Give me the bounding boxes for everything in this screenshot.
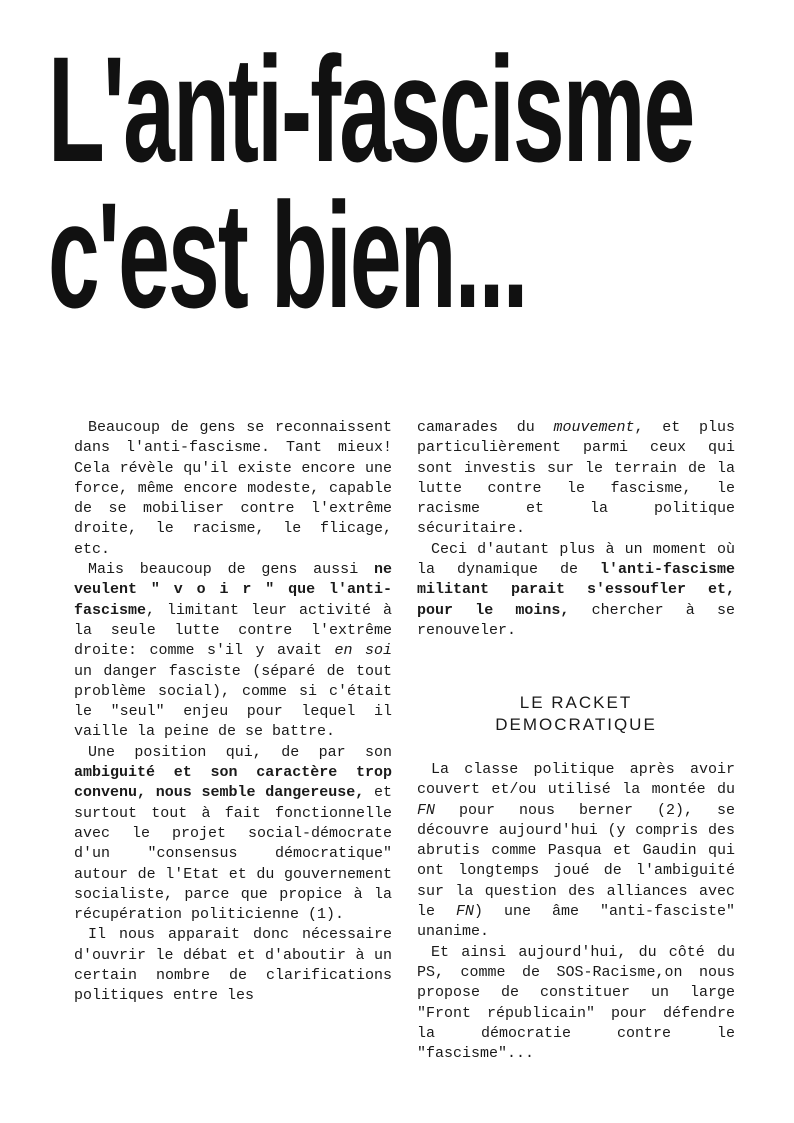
- section-title-line-2: DEMOCRATIQUE: [495, 715, 657, 734]
- section-title-line-1: LE RACKET: [519, 693, 633, 712]
- text-run: chercher à se renouveler.: [417, 601, 735, 639]
- paragraph: [417, 540, 735, 641]
- text-run: et surtout tout à fait fonctionnelle avec le projet social-démocrate d'un "consensus démocratique" autour de l'Etat et du gouvernement socialiste, parce que propice à la récupération politicienne (1).: [74, 784, 392, 924]
- text-run: Une position qui, de par son: [88, 743, 392, 761]
- text-run: pour nous berner (2), se découvre aujourd'hui (y compris des abrutis comme Pasqua et Gaudin qui ont longtemps joué de l'ambiguité sur la question des alliances avec le: [417, 801, 735, 921]
- paragraph: Il nous apparait donc nécessaire d'ouvrir le débat et d'aboutir à un certain nombre de clarifications politiques entre les: [74, 926, 392, 1005]
- bold-text-run: l'anti-fascisme militant parait s'essoufler et, pour le moins,: [417, 561, 735, 619]
- text-run: un danger fasciste (séparé de tout problème social), comme si c'était le "seul" enjeu pour lequel il vaille la peine de se battre.: [74, 662, 392, 741]
- text-run: , limitant leur activité à la seule lutte contre l'extrême droite: comme s'il y avait: [74, 601, 392, 660]
- text-run: camarades du: [417, 419, 554, 436]
- section-title: [417, 692, 735, 736]
- paragraph: Beaucoup de gens se reconnaissent dans l'anti-fascisme. Tant mieux! Cela révèle qu'il existe encore une force, même encore modeste, capable de se mobiliser contre l'extrême droite, le racisme, le flicage, etc.: [74, 419, 392, 558]
- text-run: , et plus particulièrement parmi ceux qui sont investis sur le terrain de la lutte contre le fascisme, le racisme et la politique sécuritaire.: [417, 419, 735, 538]
- headline: [48, 25, 694, 339]
- paragraph: Et ainsi aujourd'hui, du côté du PS, comme de SOS-Racisme,on nous propose de constituer un large "Front républicain" pour défendre la démocratie contre le "fascisme"...: [417, 943, 735, 1063]
- text-run: Ceci d'autant plus à un moment où la dynamique de: [417, 540, 735, 579]
- headline-line-2: c'est bien...: [48, 171, 527, 339]
- text-run: ) une âme "anti-fasciste" unanime.: [417, 903, 735, 941]
- bold-text-run: ambiguité et son caractère trop convenu, nous semble dangereuse,: [74, 764, 392, 802]
- paragraph: [74, 743, 392, 926]
- bold-text-run: ne veulent " v o i r " que l'anti-fascisme: [74, 561, 392, 619]
- text-run: La classe politique après avoir couvert et/ou utilisé la montée du: [417, 761, 735, 799]
- text-run: Mais beaucoup de gens aussi: [88, 561, 374, 579]
- italic-text-run: en soi: [334, 642, 392, 660]
- italic-text-run: FN: [456, 903, 475, 921]
- right-column: [417, 418, 735, 641]
- paragraph: [417, 418, 735, 540]
- right-column-section: [417, 760, 735, 1064]
- italic-text-run: mouvement: [553, 419, 635, 436]
- paragraph: [417, 760, 735, 943]
- italic-text-run: FN: [417, 801, 436, 819]
- left-column: [74, 418, 392, 1007]
- paragraph: [74, 560, 392, 743]
- headline-line-1: L'anti-fascisme: [48, 25, 694, 193]
